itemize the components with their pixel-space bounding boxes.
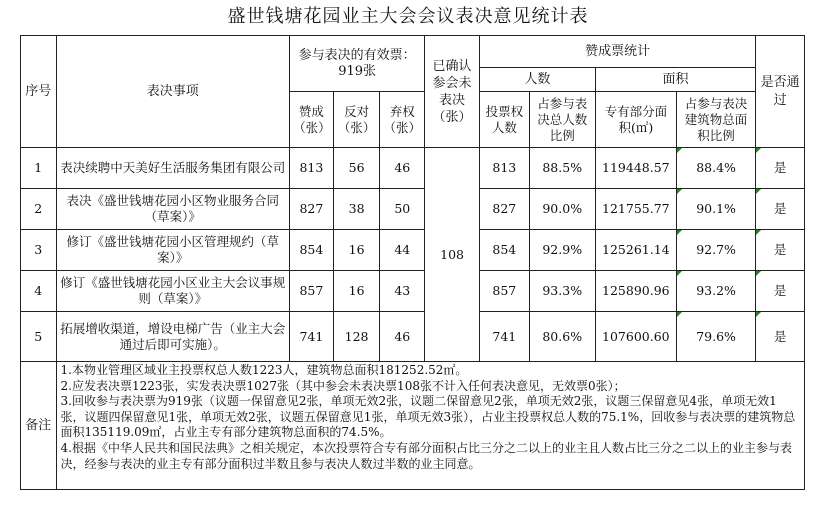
header-area-ratio: 占参与表决建筑物总面积比例 xyxy=(676,92,755,148)
row-oppose: 16 xyxy=(333,230,380,271)
notes-content xyxy=(56,362,804,490)
row-agree: 741 xyxy=(290,312,334,362)
header-approval-stats: 赞成票统计 xyxy=(479,36,755,68)
row-area: 107600.60 xyxy=(595,312,676,362)
header-oppose: 反对（张） xyxy=(333,92,380,148)
row-abstain: 43 xyxy=(380,271,425,312)
header-vote-people: 投票权人数 xyxy=(479,92,529,148)
notes-row xyxy=(21,362,805,490)
row-area: 125890.96 xyxy=(595,271,676,312)
row-area: 125261.14 xyxy=(595,230,676,271)
row-seq: 4 xyxy=(21,271,57,312)
note-line: 1.本物业管理区域业主投票权总人数1223人，建筑物总面积181252.52㎡。 xyxy=(60,363,468,377)
note-line: 2.应发表决票1223张，实发表决票1027张（其中参会未表决票108张不计入任何表决意见，无效票0张）； xyxy=(60,378,626,393)
row-abstain: 46 xyxy=(380,312,425,362)
row-agree: 857 xyxy=(290,271,334,312)
row-area: 119448.57 xyxy=(595,148,676,189)
row-votes: 857 xyxy=(479,271,529,312)
header-private-area: 专有部分面积(㎡) xyxy=(595,92,676,148)
header-passed: 是否通过 xyxy=(756,36,805,148)
row-agree: 827 xyxy=(290,189,334,230)
row-abstain: 50 xyxy=(380,189,425,230)
row-passed: 是 xyxy=(756,230,805,271)
row-passed: 是 xyxy=(756,271,805,312)
row-item: 拓展增收渠道，增设电梯广告（业主大会通过后即可实施）。 xyxy=(56,312,290,362)
row-passed: 是 xyxy=(756,189,805,230)
header-area: 面积 xyxy=(595,68,755,92)
row-abstain: 44 xyxy=(380,230,425,271)
row-agree: 813 xyxy=(290,148,334,189)
header-people-ratio: 占参与表决总人数比例 xyxy=(529,92,595,148)
header-agree: 赞成（张） xyxy=(290,92,334,148)
row-people-ratio: 90.0% xyxy=(529,189,595,230)
header-confirmed-absent: 已确认参会未表决（张） xyxy=(425,36,480,148)
row-item: 表决续聘中天美好生活服务集团有限公司 xyxy=(56,148,290,189)
header-item: 表决事项 xyxy=(56,36,290,148)
row-oppose: 56 xyxy=(333,148,380,189)
row-passed: 是 xyxy=(756,148,805,189)
header-row-1 xyxy=(21,36,805,68)
row-seq: 2 xyxy=(21,189,57,230)
page-title: 盛世钱塘花园业主大会会议表决意见统计表 xyxy=(227,6,589,27)
row-people-ratio: 92.9% xyxy=(529,230,595,271)
table-row xyxy=(21,312,805,362)
row-votes: 741 xyxy=(479,312,529,362)
table-row xyxy=(21,189,805,230)
table-row xyxy=(21,148,805,189)
row-abstain: 46 xyxy=(380,148,425,189)
row-oppose: 38 xyxy=(333,189,380,230)
vote-table xyxy=(20,35,805,490)
header-people: 人数 xyxy=(479,68,595,92)
header-abstain: 弃权（张） xyxy=(380,92,425,148)
row-oppose: 128 xyxy=(333,312,380,362)
row-seq: 5 xyxy=(21,312,57,362)
row-seq: 1 xyxy=(21,148,57,189)
row-area-ratio: 90.1% xyxy=(676,189,755,230)
note-line: 4.根据《中华人民共和国民法典》之相关规定，本次投票符合专有部分面积占比三分之二以上的业主且人数占比三分之二以上的业主参与表决，经参与表决的业主专有部分面积过半数且参与表决人数过半数的业主同意。 xyxy=(60,440,792,471)
header-valid-votes: 参与表决的有效票：919张 xyxy=(290,36,425,92)
row-item: 修订《盛世钱塘花园小区业主大会议事规则（草案）》 xyxy=(56,271,290,312)
row-item: 表决《盛世钱塘花园小区物业服务合同（草案）》 xyxy=(56,189,290,230)
row-area-ratio: 79.6% xyxy=(676,312,755,362)
row-agree: 854 xyxy=(290,230,334,271)
confirmed-absent-value: 108 xyxy=(425,148,480,362)
note-line: 3.回收参与表决票为919张（议题一保留意见2张，单项无效2张，议题二保留意见2张，单项无效2张，议题三保留意见4张，单项无效1张，议题四保留意见1张，单项无效2张，议题五保留意见1张，单项无效3张），占业主投票权总人数的75.1%，回收参与表决票的建筑物总面积135119.09㎡，占业主专有部分建筑物总面积的74.5%。 xyxy=(60,394,796,440)
row-people-ratio: 88.5% xyxy=(529,148,595,189)
notes-label: 备注 xyxy=(21,362,57,490)
row-area-ratio: 92.7% xyxy=(676,230,755,271)
row-votes: 813 xyxy=(479,148,529,189)
row-people-ratio: 93.3% xyxy=(529,271,595,312)
table-row xyxy=(21,230,805,271)
row-area-ratio: 93.2% xyxy=(676,271,755,312)
row-seq: 3 xyxy=(21,230,57,271)
row-people-ratio: 80.6% xyxy=(529,312,595,362)
row-item: 修订《盛世钱塘花园小区管理规约（草案）》 xyxy=(56,230,290,271)
header-seq: 序号 xyxy=(21,36,57,148)
row-area: 121755.77 xyxy=(595,189,676,230)
row-votes: 827 xyxy=(479,189,529,230)
table-row xyxy=(21,271,805,312)
row-passed: 是 xyxy=(756,312,805,362)
row-area-ratio: 88.4% xyxy=(676,148,755,189)
row-votes: 854 xyxy=(479,230,529,271)
row-oppose: 16 xyxy=(333,271,380,312)
